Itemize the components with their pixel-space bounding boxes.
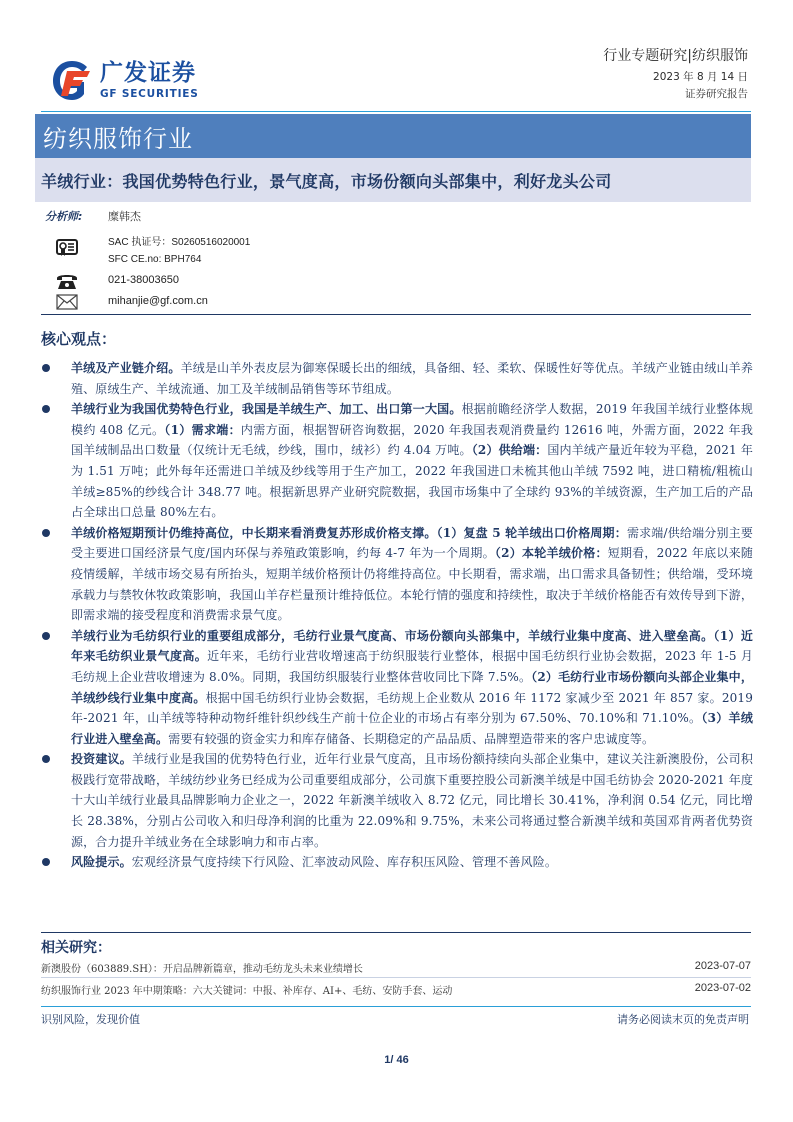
analyst-label: 分析师: [45, 210, 83, 223]
header-divider [41, 111, 751, 112]
certificate-icon [55, 239, 79, 257]
related-row-divider [41, 977, 751, 978]
bullet-icon [42, 529, 50, 537]
gf-logo-mark-icon [50, 58, 94, 102]
related-research-link[interactable]: 新澳股份（603889.SH）：开启品牌新篇章，推动毛纺龙头未来业绩增长 [41, 964, 363, 975]
point-subheading: （2）毛纺行业市场份额向头部企业集中，羊绒纱线行业集中度高。 [71, 669, 754, 705]
brand-name-cn: 广发证券 [100, 60, 196, 86]
footer-disclaimer-note: 请务必阅读末页的免责声明 [617, 1013, 749, 1026]
core-view-item [41, 523, 753, 626]
industry-title: 纺织服饰行业 [43, 125, 193, 153]
point-body: 近年来，毛纺行业营收增速高于纺织服装行业整体，根据中国毛纺织行业协会数据，2023 年 1-5 月毛纺规上企业营收增速为 8.0%。同期，我国纺织服装行业整体营收同比下降 7.5%。 [71, 649, 753, 684]
report-date: 2023 年 8 月 14 日 [653, 71, 748, 83]
point-heading: 羊绒价格短期预计仍维持高位，中长期来看消费复苏形成价格支撑。（1）复盘 5 轮羊绒出口价格周期： [71, 525, 627, 540]
point-subheading: （3）羊绒行业进入壁垒高。 [71, 711, 753, 746]
point-heading: 羊绒及产业链介绍。 [71, 361, 181, 375]
point-body: 宏观经济景气度持续下行风险、汇率波动风险、库存积压风险、管理不善风险。 [131, 855, 558, 870]
bullet-icon [42, 364, 50, 372]
gf-securities-logo [50, 58, 210, 104]
related-research-title: 相关研究： [41, 940, 111, 956]
analyst-sac-id: SAC 执证号：S0260516020001 [108, 237, 251, 248]
related-research-item[interactable] [41, 978, 751, 1000]
point-body: 需求端/供给端分别主要受主要进口国经济景气度/国内环保与养殖政策影响，约每 4-7 年为一个周期。 [71, 525, 753, 561]
bullet-icon [42, 755, 50, 763]
point-subheading: （2）供给端： [471, 443, 548, 458]
footer-slogan: 识别风险，发现价值 [41, 1013, 140, 1026]
analyst-name: 糜韩杰 [108, 210, 141, 223]
core-view-item [41, 749, 753, 852]
core-view-item [41, 852, 753, 873]
point-heading: 羊绒行业为毛纺织行业的重要组成部分，毛纺行业景气度高、市场份额向头部集中，羊绒行业集中度高、进入壁垒高。（1）近年来毛纺织业景气度高。 [71, 628, 753, 664]
footer-divider [41, 1006, 751, 1007]
core-view-item [41, 626, 753, 750]
related-research-date: 2023-07-07 [694, 960, 751, 972]
brand-name-en: GF SECURITIES [100, 88, 199, 100]
bullet-icon [42, 858, 50, 866]
analyst-phone[interactable]: 021-38003650 [108, 274, 179, 286]
report-header-meta [603, 46, 748, 102]
point-body: 需要有较强的资金实力和库存储备、长期稳定的产品品质、品牌塑造带来的客户忠诚度等。 [168, 731, 655, 746]
point-heading: 风险提示。 [71, 855, 132, 870]
page-number: 1/ 46 [384, 1054, 409, 1066]
analyst-email[interactable]: mihanjie@gf.com.cn [108, 295, 208, 307]
point-body: 根据中国毛纺织行业协会数据，毛纺规上企业数从 2016 年 1172 家减少至 2021 年 857 家。2019 年-2021 年，山羊绒等特种动物纤维针织纱线生产前十位企业的市场占有率分别为 67.50%、70.10%和 71.10%。 [71, 690, 753, 726]
industry-banner [35, 114, 751, 158]
core-views-title: 核心观点： [41, 330, 117, 348]
analyst-sfc-id: SFC CE.no: BPH764 [108, 254, 202, 265]
bullet-icon [42, 405, 50, 413]
core-view-item [41, 399, 753, 523]
related-research-list [41, 956, 751, 1000]
point-body: 国内羊绒产量近年较为平稳，2021 年为 1.51 万吨；此外每年还需进口羊绒及纱线等用于生产加工，2022 年我国进口未梳其他山羊绒 7592 吨，进口精梳/粗梳山羊绒≥85%的纱线合计 348.77 吨。根据新思界产业研究院数据，我国市场集中了全球约 93%的羊绒资源，生产加工后的产品占全球出口总量 80%左右。 [71, 443, 753, 520]
headline-banner [35, 158, 751, 202]
core-view-item [41, 358, 753, 399]
telephone-icon [55, 272, 79, 290]
related-divider [41, 932, 751, 933]
point-body: 羊绒行业是我国的优势特色行业，近年行业景气度高，且市场份额持续向头部企业集中，建议关注新澳股份，公司积极践行宽带战略，羊绒纺纱业务已经成为公司重要组成部分，公司旗下重要控股公司新澳羊绒是中国毛纺协会 2020-2021 年度十大山羊绒行业最具品牌影响力企业之一，2022 年新澳羊绒收入 8.72 亿元，同比增长 30.41%，净利润 0.54 亿元，同比增长 28.38%，分别占公司收入和归母净利润的比重为 22.09%和 9.75%，未来公司将通过整合新澳羊绒和英国邓肯两者优势资源，合力提升羊绒业务在全球影响力和市占率。 [71, 752, 753, 849]
core-views-list [41, 358, 753, 873]
bullet-icon [42, 632, 50, 640]
point-heading: 羊绒行业为我国优势特色行业，我国是羊绒生产、加工、出口第一大国。 [71, 402, 462, 417]
related-research-link[interactable]: 纺织服饰行业 2023 年中期策略：六大关键词：中报、补库存、AI+、毛纺、安防手套、运动 [41, 986, 453, 997]
analyst-divider [41, 314, 751, 315]
related-research-item[interactable] [41, 956, 751, 978]
report-type: 行业专题研究|纺织服饰 [603, 48, 748, 64]
report-headline: 羊绒行业：我国优势特色行业，景气度高，市场份额向头部集中，利好龙头公司 [41, 172, 612, 191]
point-subheading: （2）本轮羊绒价格： [494, 546, 608, 561]
point-body: 根据前瞻经济学人数据，2019 年我国羊绒行业整体规模约 408 亿元。 [71, 402, 753, 437]
related-research-date: 2023-07-02 [694, 982, 751, 994]
report-kind: 证券研究报告 [685, 88, 748, 100]
envelope-icon [55, 293, 79, 311]
point-heading: 投资建议。 [71, 752, 132, 767]
point-body: 羊绒是山羊外表皮层为御寒保暖长出的细绒，具备细、轻、柔软、保暖性好等优点。羊绒产业链由绒山羊养殖、原绒生产、羊绒流通、加工及羊绒制品销售等环节组成。 [71, 361, 753, 396]
point-subheading: （1）需求端： [164, 422, 241, 437]
point-body: 短期看，2022 年底以来随疫情缓解，羊绒市场交易有所抬头，短期羊绒价格预计仍将维持高位。中长期看，需求端，出口需求具备韧性；供给端，受环境承载力与禁牧休牧政策影响，我国山羊存栏量预计维持低位。本轮行情的强度和持续性，取决于羊绒价格能否有效传导到下游，即需求端的接受程度和消费需求景气度。 [71, 546, 753, 623]
point-body: 内需方面，根据智研咨询数据，2020 年我国表观消费量约 12616 吨，外需方面，2022 年我国羊绒制品出口数量（仅统计无毛绒，纱线，围巾，绒衫）约 4.04 万吨。 [71, 422, 753, 458]
